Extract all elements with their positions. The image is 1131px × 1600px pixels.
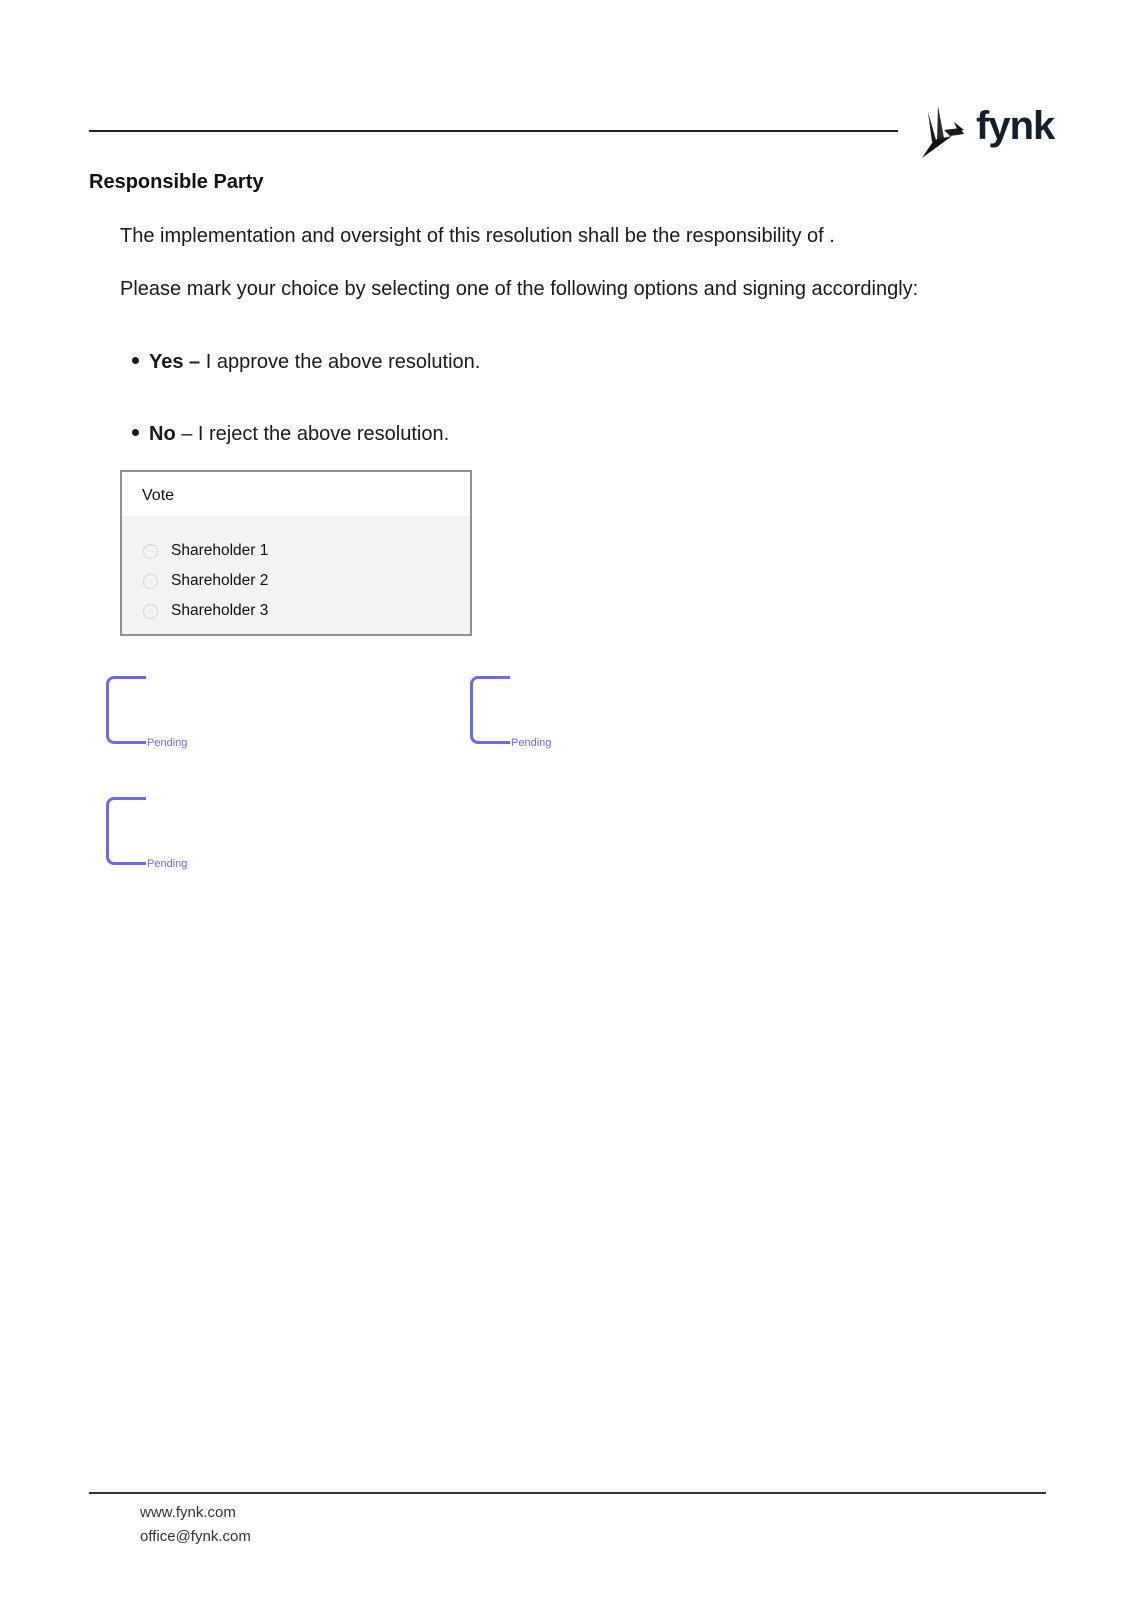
signature-field-2[interactable] [470,676,510,744]
section-title: Responsible Party [89,171,264,193]
signature-status-2: Pending [511,737,552,749]
bullet-icon [132,429,139,436]
pending-dots-icon: ··· [143,544,158,559]
vote-item[interactable] [122,566,470,596]
signature-status-3: Pending [147,858,188,870]
footer-email[interactable]: office@fynk.com [140,1528,251,1545]
header-divider [89,130,898,132]
vote-title: Vote [122,472,470,516]
signature-field-3[interactable] [106,797,146,865]
bird-logo-icon [920,106,970,160]
pending-dots-icon: ··· [143,604,158,619]
responsibility-paragraph: The implementation and oversight of this resolution shall be the responsibility of . [120,225,835,247]
option-no-label: No [149,423,176,445]
vote-item-label: Shareholder 1 [171,542,269,559]
vote-list [122,516,470,626]
vote-item-label: Shareholder 2 [171,572,269,589]
option-yes [132,351,480,374]
footer-website[interactable]: www.fynk.com [140,1504,236,1521]
option-yes-label: Yes – [149,351,201,373]
instruction-paragraph: Please mark your choice by selecting one of the following options and signing accordingly: [120,278,919,300]
vote-item[interactable] [122,596,470,626]
bullet-icon [132,357,139,364]
option-no [132,423,449,446]
pending-dots-icon: ··· [143,574,158,589]
vote-item[interactable] [122,536,470,566]
logo-wordmark: fynk [976,104,1055,148]
fynk-logo [920,104,1055,160]
vote-item-label: Shareholder 3 [171,602,269,619]
footer-divider [89,1492,1046,1494]
option-no-text: – I reject the above resolution. [175,423,450,445]
signature-status-1: Pending [147,737,188,749]
signature-field-1[interactable] [106,676,146,744]
option-yes-text: I approve the above resolution. [200,351,481,373]
vote-panel [120,470,472,636]
